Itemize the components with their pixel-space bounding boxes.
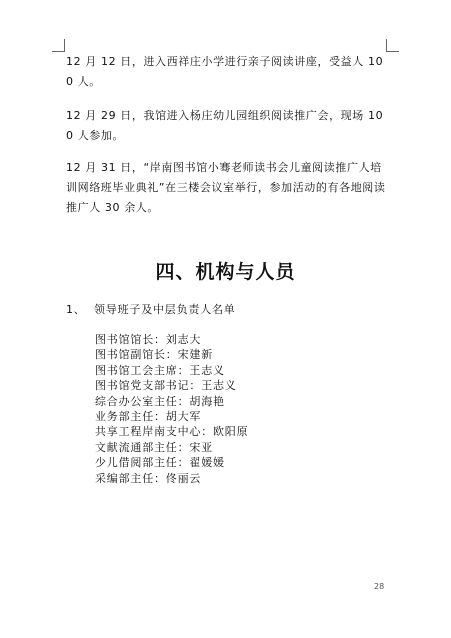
staff-item: 图书馆工会主席：王志义 [95,363,225,377]
section-heading: 四、机构与人员 [155,261,296,283]
paragraph-2: 12 月 29 日，我馆进入杨庄幼儿园组织阅读推广会，现场 100 人参加。 [66,109,384,142]
staff-item: 共享工程岸南支中心：欧阳原 [95,425,249,439]
staff-item: 图书馆副馆长：宋建新 [95,348,213,362]
staff-list [95,332,248,486]
staff-item: 图书馆馆长：刘志大 [95,333,202,346]
crop-mark-top-right [386,39,399,52]
staff-item: 图书馆党支部书记：王志义 [95,379,237,393]
staff-item: 文献流通部主任：宋亚 [95,440,213,454]
page-number: 28 [374,582,385,591]
staff-item: 少儿借阅部主任：翟媛媛 [95,456,225,470]
crop-mark-top-left [52,39,65,52]
paragraph-1: 12 月 12 日，进入西祥庄小学进行亲子阅读讲座，受益人 100 人。 [66,55,384,88]
list-heading [66,302,236,318]
staff-item: 业务部主任：胡大军 [95,410,202,424]
list-heading-text: 领导班子及中层负责人名单 [94,303,236,316]
staff-item: 采编部主任：佟丽云 [95,471,202,485]
list-heading-number: 1、 [66,303,86,316]
staff-item: 综合办公室主任：胡海艳 [95,394,225,408]
paragraph-3: 12 月 31 日，“岸南图书馆小骞老师读书会儿童阅读推广人培训网络班毕业典礼”在三楼会议室举行，参加活动的有各地阅读推广人 30 余人。 [66,161,386,214]
